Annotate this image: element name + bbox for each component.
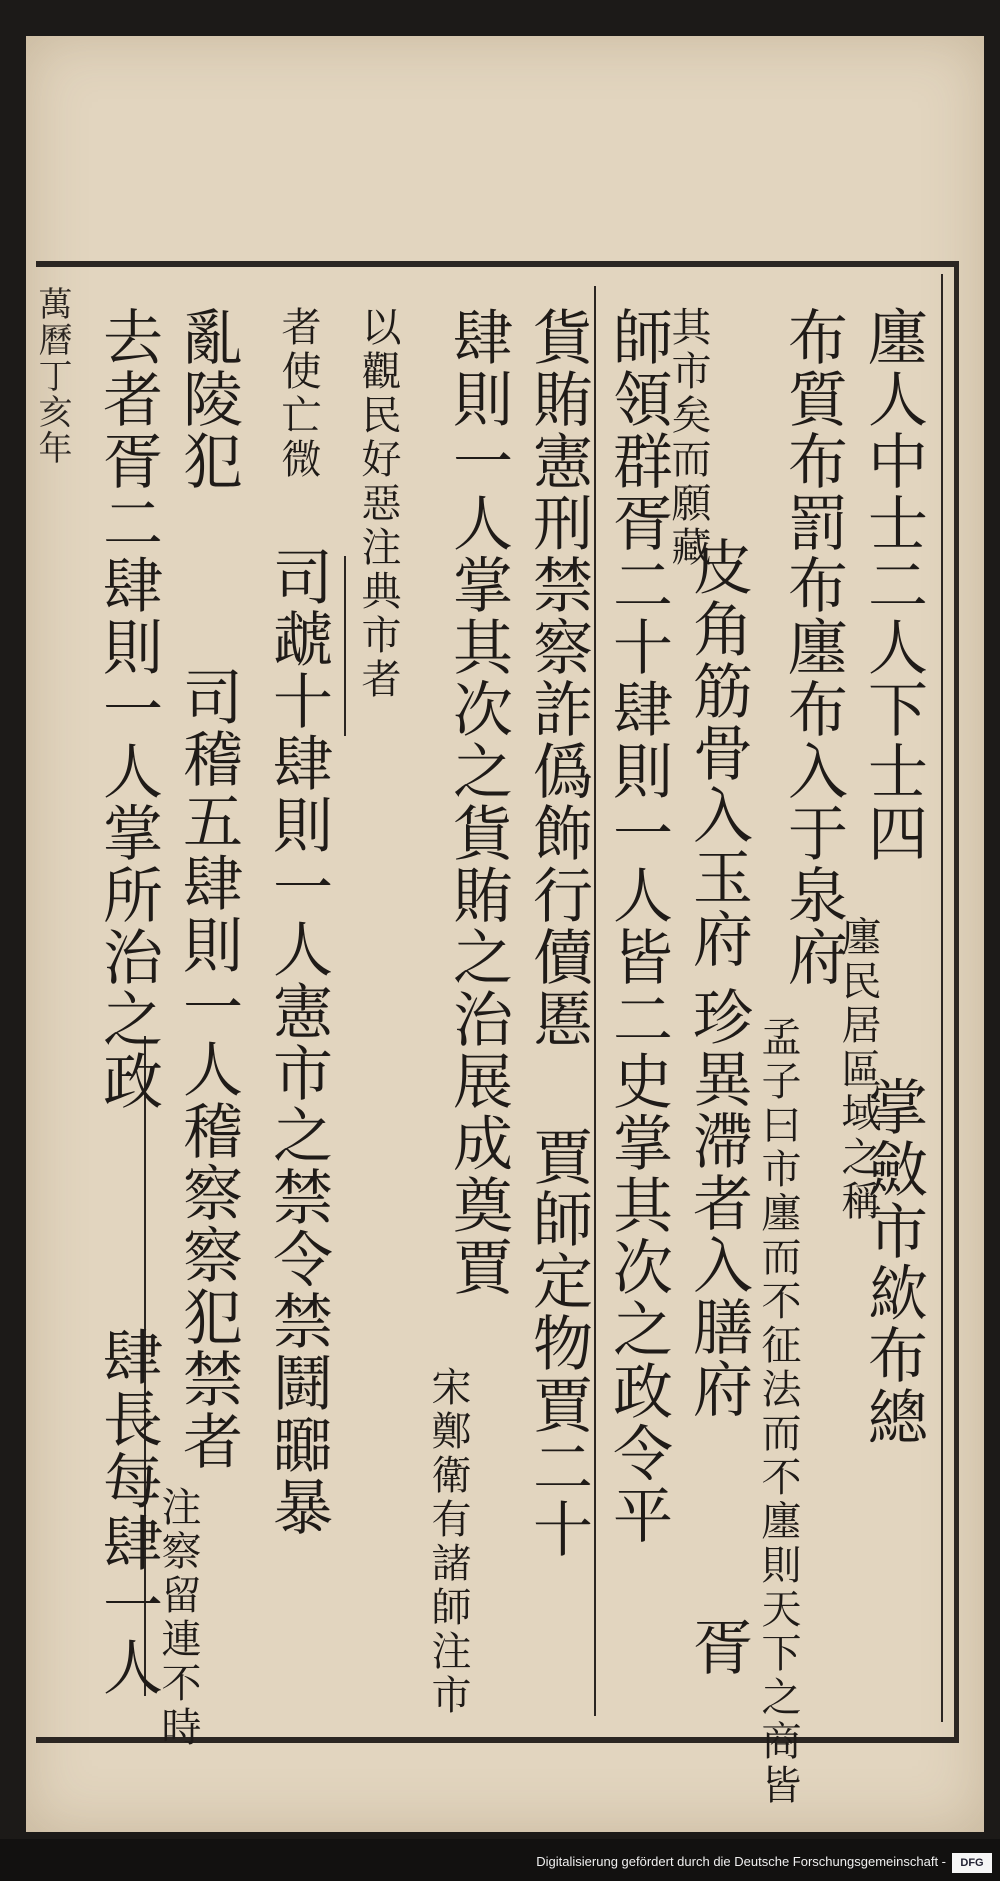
footer-credit: Digitalisierung gefördert durch die Deutsche Forschungsgemeinschaft - [536,1854,946,1869]
text-column-4: 師領群胥二十肆則一人皆二史掌其次之政令平 [603,306,673,1546]
text-column-9b: 司稽五肆則一人稽察察犯禁者 [173,666,243,1472]
text-column-6: 肆則一人掌其次之貨賄之治展成奠賈 [443,306,513,1298]
text-column-1: 廛人中士二人下士四 [858,306,928,864]
text-column-5: 貨賄憲刑禁察詐僞飾行儥慝 [523,306,593,1050]
note-column-7: 以觀民好惡注典市者 [355,306,401,702]
note-column-8: 者使亡微 [275,306,321,482]
text-column-2: 布質布罰布廛布入于泉府 [778,306,848,988]
note-column-2: 孟子曰市廛而不征法而不廛則天下之商皆 [755,1016,801,1808]
text-column-8: 司虣十肆則一人憲市之禁令禁鬪嚻暴 [263,546,333,1538]
margin-title: 萬曆丁亥年 [32,286,72,466]
note-column-1: 廛民居區域之稱 [835,916,881,1224]
text-column-5b: 賈師定物賈二十 [523,1126,593,1560]
dfg-logo: DFG [952,1853,992,1873]
note-column-3: 其市矣而願藏 [665,306,711,570]
text-column-3: 皮角筋骨入玉府 [683,536,753,970]
text-column-10b: 肆長每肆一人 [93,1326,163,1698]
note-column-9: 注察留連不時 [155,1486,201,1750]
text-column-9: 亂陵犯 [173,306,243,492]
text-column-1b: 掌斂市絘布總 [858,1076,928,1448]
text-column-3c: 胥 [683,1616,753,1678]
column-divider [344,556,346,736]
note-column-6: 宋鄭衛有諸師注市 [425,1366,471,1718]
book-page [26,36,984,1832]
text-column-10: 去者胥二肆則一人掌所治之政 [93,306,163,1112]
column-divider [594,286,596,1716]
text-column-3b: 珍異滯者入膳府 [683,986,753,1420]
